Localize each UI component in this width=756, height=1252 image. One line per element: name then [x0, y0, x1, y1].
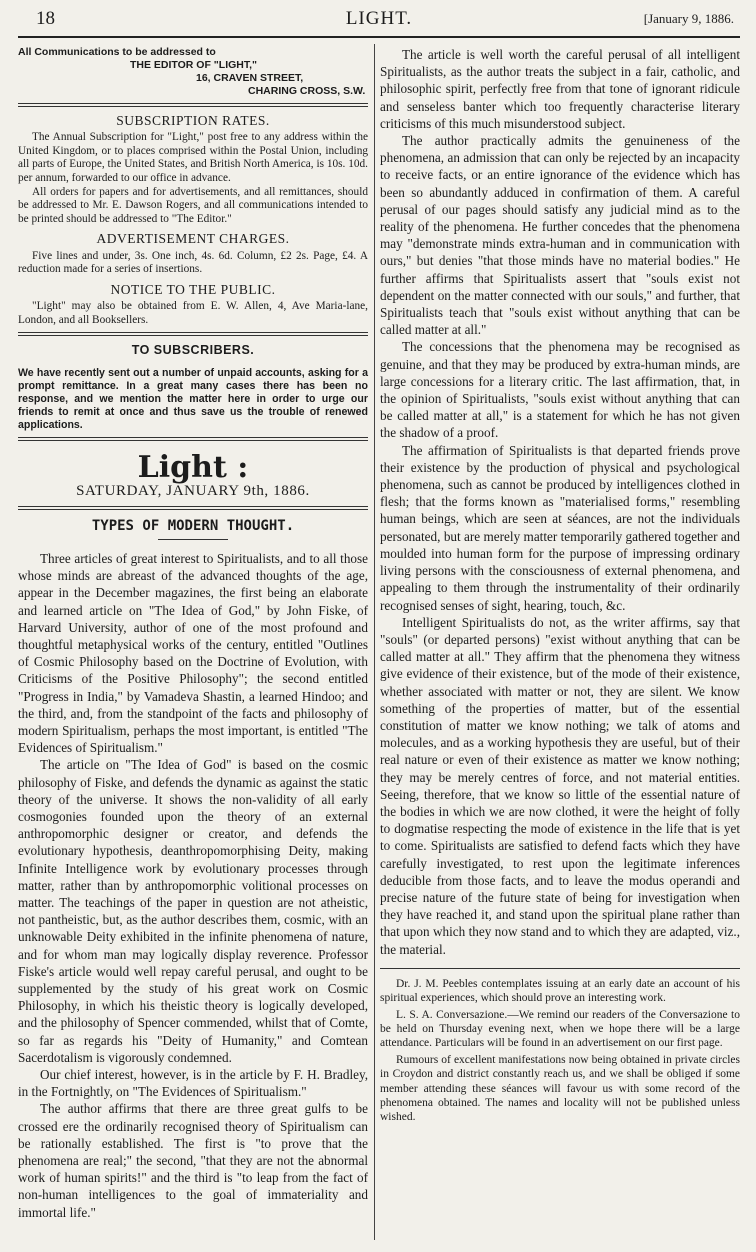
paragraph: The author affirms that there are three great gulfs to be crossed ere the ordinarily recognised theory of Spiritualism can be rationally established. The first is "to prove that the phenomena are real;" the second, "that they are not the abnormal work of human spirits!" and the third is "to leap from the fact of non-human intelligences to the goal of immateriality and immortal life." — [18, 1101, 368, 1220]
paragraph: The affirmation of Spiritualists is that departed friends prove their existence by the production of physical and psychological phenomena, such as cannot be produced by intelligences clothed in flesh; that the forms known as "materialised forms," resembling human beings, which are seen at séances, are not the individuals personated, but are merely matter temporarily gathered together and moulded into human form for the purpose of impressing ordinary living persons with the consciousness of external phenomena, and appealing to them through the instrumentality of their ordinarily recognised senses of sight, hearing, touch, &c. — [380, 442, 740, 613]
page-number: 18 — [36, 8, 55, 29]
paragraph: The article on "The Idea of God" is based on the cosmic philosophy of Fiske, and defends the dynamic as against the static theory of the universe. It shows the non-validity of all early cosmogonies founded upon the theory of an external anthropomorphic designer or creator, and defends the evolutionary hypothesis, deanthropomorphising Deity, making Infinite Intelligence work by evolutionary processes through matter, rather than by anthropomorphic volitional processes on matter. The teachings of the paper in question are not atheistic, not pantheistic, but, as the author describes them, cosmic, with an unknowable Deity exhibited in the infinite phenomena of nature, and for whom man may logically display reverence. Professor Fiske's article would well repay careful perusal, and ought to be supplemented by the study of his great work on Cosmic Philosophy, in which his theistic theory is logically developed, and the philosophy of Spencer commended, whilst that of Comte, so far as regards his "Deity of Humanity," and Comtean Sacerdotalism is vigorously condemned. — [18, 757, 368, 1065]
notice-heading: NOTICE TO THE PUBLIC. — [110, 281, 276, 297]
paragraph: All orders for papers and for advertisements, and all remittances, should be addressed to Mr. E. Dawson Rogers, and all communications intended to be printed should be addressed to "The Editor." — [18, 185, 368, 225]
subscription-heading: SUBSCRIPTION RATES. — [116, 113, 270, 128]
paragraph: Five lines and under, 3s. One inch, 4s. 6d. Column, £2 2s. Page, £4. A reduction made for a series of insertions. — [18, 249, 368, 276]
article-title: TYPES OF MODERN THOUGHT. — [91, 517, 295, 534]
address-block — [18, 46, 368, 98]
paragraph: The Annual Subscription for "Light," post free to any address within the United Kingdom, or to places comprised within the Postal Union, including all parts of Europe, the United States, and British North America, is 10s. 10d. per annum, forwarded to our office in advance. — [18, 131, 368, 184]
note-paragraph: Dr. J. M. Peebles contemplates issuing at an early date an account of his spiritual experiences, which should prove an interesting work. — [380, 977, 740, 1005]
paragraph: The author practically admits the genuineness of the phenomena, an admission that can only be rejected by an incapacity to receive facts, or an entire ignorance of the evidence which has been so abundantly adduced in confirmation of them. A careful perusal of our pages should satisfy any judicial mind as to the reality of the phenomena. He further concedes that the phenomena may "demonstrate minds extra-human and in communication with ours," but denies "that those minds have no material bodies." He further affirms that Spiritualists assert that "souls exist not dependent on the matter connected with our souls," and further, that Spiritualists teach that "souls exist without anything that can be called matter at all." — [380, 133, 740, 338]
advertisement-heading: ADVERTISEMENT CHARGES. — [96, 231, 290, 247]
note-paragraph: L. S. A. Conversazione.—We remind our readers of the Conversazione to be held on Thursday evening next, when we hope there will be a large attendance. Particulars will be found in an advertisement on our first page. — [380, 1008, 740, 1050]
paragraph: Three articles of great interest to Spiritualists, and to all those whose minds are abreast of the advanced thoughts of the age, appear in the December magazines, the first being an elaborate and learned article on "The Idea of God," by John Fiske, of Harvard University, author of one of the most profound and thoughtful metaphysical works of the century, entitled "Outlines of Cosmic Philosophy based on the Doctrine of Evolution, with Criticisms of the Positive Philosophy"; the second entitled "Progress in India," by Vamadeva Shastin, a learned Hindoo; and the third, and, from the standpoint of the facts and philosophy of modern Spiritualism, perhaps the most important, is entitled "The Evidences of Spiritualism." — [18, 550, 368, 756]
address-line: THE EDITOR OF "LIGHT," — [130, 59, 258, 71]
article-body-left — [18, 550, 368, 1221]
column-divider — [374, 44, 375, 1240]
paragraph: The article is well worth the careful perusal of all intelligent Spiritualists, as the author treats the subject in a fair, catholic, and philosophic spirit, perfectly free from that tone of ignorant ridicule and senseless banter which too frequently characterise literary criticisms of this much misunderstood subject. — [380, 47, 740, 131]
paragraph: Intelligent Spiritualists do not, as the writer affirms, say that "souls" (or departed persons) "exist without anything that can be called matter at all." They affirm that the phenomena they witness give evidence of their existence, but of the mode of their existence, whether associated with matter or not, they are silent. We know something of the properties of matter, but of the essential constitution of matter we know nothing; we talk of atoms and molecules, and as a working hypothesis they are useful, but of their real nature or even of their existence as matter we know nothing; they may be merely centres of force, and not material entities. Seeing, therefore, that we know so little of the essential nature of the bodies in which we are now clothed, it were the height of folly to dogmatise respecting the mode of existence in the life that is yet to come. Spiritualists are satisfied to defend facts which they have carefully investigated, to rest upon the legitimate inferences deducible from those facts, and to leave the modus operandi and precise nature of the future state of being for investigation when they have reached it, and stand upon the spiritual plane rather than that upon which they now stand and to which they are adapted, viz., the material. — [380, 614, 740, 957]
subscribers-heading: TO SUBSCRIBERS. — [131, 343, 255, 358]
publication-title: LIGHT. — [345, 8, 413, 29]
double-rule — [18, 332, 368, 336]
subscription-text — [18, 131, 368, 226]
left-column — [18, 46, 368, 1221]
paragraph: Our chief interest, however, is in the article by F. H. Bradley, in the Fortnightly, on "The Evidences of Spiritualism." — [18, 1067, 368, 1100]
address-line: 16, CRAVEN STREET, — [196, 72, 304, 84]
article-body-right — [380, 46, 740, 958]
double-rule — [18, 506, 368, 510]
notice-text — [18, 300, 368, 327]
address-line: All Communications to be addressed to — [18, 46, 216, 58]
issue-dateline: SATURDAY, JANUARY 9th, 1886. — [76, 482, 310, 499]
header-date: [January 9, 1886. — [643, 11, 734, 26]
newspaper-page — [18, 6, 740, 1246]
page-header — [18, 6, 740, 38]
short-rule — [158, 539, 228, 540]
advertisement-text — [18, 250, 368, 277]
paragraph: "Light" may also be obtained from E. W. Allen, 4, Ave Maria-lane, London, and all Booksellers. — [18, 299, 368, 326]
masthead-logo: Light : — [137, 450, 249, 486]
note-paragraph: Rumours of excellent manifestations now being obtained in private circles in Croydon and district constantly reach us, and we shall be obliged if some member attending these séances will favour us with some record of the phenomena obtained. The names and locality will not be published unless wished. — [380, 1053, 740, 1124]
address-line: CHARING CROSS, S.W. — [248, 85, 366, 97]
paragraph: The concessions that the phenomena may be recognised as genuine, and that they may be produced by extra-human minds, are large concessions for a literary critic. The last affirmation, that, in the opinion of Spiritualists, "souls exist without anything that can be called matter at all," is a statement for which he has not given the shadow of a proof. — [380, 339, 740, 441]
subscribers-notice: We have recently sent out a number of unpaid accounts, asking for a prompt remittance. In a great many cases there has been no response, and we mention the matter here in order to urge our friends to remit at once and thus save us the trouble of renewed applications. — [18, 367, 368, 432]
news-notes — [380, 977, 740, 1125]
double-rule — [18, 103, 368, 107]
double-rule — [18, 437, 368, 441]
right-column — [380, 46, 740, 1127]
section-rule — [380, 968, 740, 969]
